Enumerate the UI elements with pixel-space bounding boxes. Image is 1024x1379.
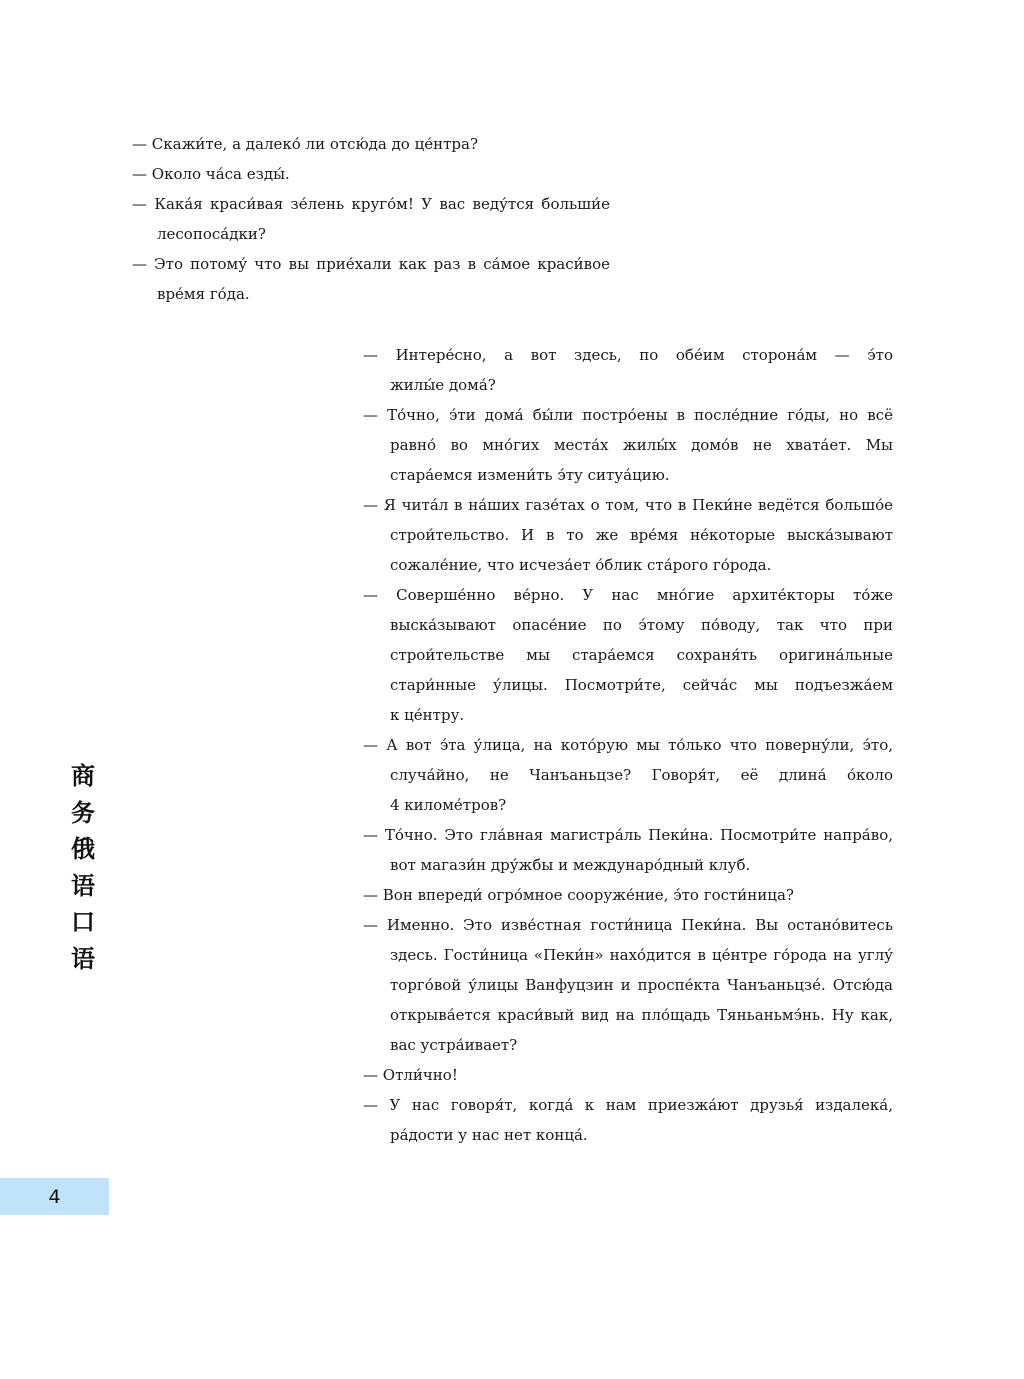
book-title-vertical <box>68 758 98 977</box>
book-title-char: 务 <box>71 798 95 827</box>
dialogue-line: выска́зывают опасе́ние по э́тому по́воду, так что при <box>390 616 893 634</box>
dialogue-line: — Около ча́са езды́. <box>132 165 290 183</box>
dialogue-line: — Именно. Это изве́стная гости́ница Пеки́на. Вы остано́витесь <box>363 916 893 934</box>
dialogue-turn <box>363 580 893 730</box>
dialogue-line: случа́йно, не Чанъаньцзе? Говоря́т, её длина́ о́коло <box>390 766 893 784</box>
dialogue-line: здесь. Гости́ница «Пеки́н» нахо́дится в це́нтре го́рода на углу́ <box>390 946 893 964</box>
dialogue-line: вот магази́н дру́жбы и междунаро́дный клуб. <box>390 856 751 874</box>
dialogue-turn <box>363 340 893 400</box>
dialogue-line: равно́ во мно́гих места́х жилы́х домо́в не хвата́ет. Мы <box>390 436 893 454</box>
dialogue-line: ра́дости у нас нет конца́. <box>390 1126 588 1144</box>
dialogue-turn <box>132 249 610 309</box>
dialogue-turn <box>132 129 610 159</box>
dialogue-line: — А вот э́та у́лица, на кото́рую мы то́лько что поверну́ли, э́то, <box>363 736 893 754</box>
dialogue-line: — Скажи́те, а далеко́ ли отсю́да до це́нтра? <box>132 135 479 153</box>
dialogue-line: открыва́ется краси́вый вид на пло́щадь Тяньаньмэ́нь. Ну как, <box>390 1006 893 1024</box>
dialogue-line: лесопоса́дки? <box>157 225 266 243</box>
dialogue-line: — Отли́чно! <box>363 1066 458 1084</box>
dialogue-turn <box>363 490 893 580</box>
dialogue-line: — Я чита́л в на́ших газе́тах о том, что в Пеки́не ведётся большо́е <box>363 496 893 514</box>
dialogue-line: — Кака́я краси́вая зе́лень круго́м! У вас веду́тся больши́е <box>132 195 610 213</box>
book-title-char: 语 <box>71 871 95 900</box>
dialogue-line: строи́тельстве мы стара́емся сохраня́ть оригина́льные <box>390 646 893 664</box>
dialogue-line: стари́нные у́лицы. Посмотри́те, сейча́с мы подъезжа́ем <box>390 676 893 694</box>
dialogue-turn <box>363 730 893 820</box>
dialogue-turn <box>363 910 893 1060</box>
dialogue-line: к це́нтру. <box>390 706 465 724</box>
dialogue-line: вре́мя го́да. <box>157 285 250 303</box>
dialogue-line: строи́тельство. И в то же вре́мя не́которые выска́зывают <box>390 526 893 544</box>
dialogue-turn <box>363 400 893 490</box>
dialogue-turn <box>132 189 610 249</box>
dialogue-line: торго́вой у́лицы Ванфуцзин и проспе́кта Чанъаньцзе́. Отсю́да <box>390 976 893 994</box>
dialogue-column-right <box>363 340 893 1150</box>
page-number: 4 <box>48 1185 61 1208</box>
dialogue-line: 4 киломе́тров? <box>390 796 507 814</box>
dialogue-line: — У нас говоря́т, когда́ к нам приезжа́ют друзья́ издалека́, <box>363 1096 893 1114</box>
dialogue-line: — То́чно. Это гла́вная магистра́ль Пеки́на. Посмотри́те напра́во, <box>363 826 893 844</box>
dialogue-turn <box>363 1090 893 1150</box>
book-title-char: 商 <box>71 762 95 790</box>
dialogue-line: стара́емся измени́ть э́ту ситуа́цию. <box>390 466 670 484</box>
dialogue-turn <box>363 1060 893 1090</box>
dialogue-turn <box>363 880 893 910</box>
dialogue-line: вас устра́ивает? <box>390 1036 518 1054</box>
dialogue-line: — То́чно, э́ти дома́ бы́ли постро́ены в после́дние го́ды, но всё <box>363 406 893 424</box>
dialogue-turn <box>363 820 893 880</box>
book-title-char: 俄 <box>71 835 95 863</box>
dialogue-column-left <box>132 129 610 309</box>
book-title-char: 口 <box>71 908 95 936</box>
dialogue-line: сожале́ние, что исчеза́ет о́блик ста́рого го́рода. <box>390 556 772 574</box>
dialogue-line: — Это потому́ что вы прие́хали как раз в са́мое краси́вое <box>132 255 610 273</box>
dialogue-line: жилы́е дома́? <box>390 376 496 394</box>
dialogue-line: — Вон впереди́ огро́мное сооруже́ние, э́то гости́ница? <box>363 886 794 904</box>
dialogue-line: — Соверше́нно ве́рно. У нас мно́гие архите́кторы то́же <box>363 586 893 604</box>
book-title-char: 语 <box>71 944 95 973</box>
page-number-tab <box>0 1178 109 1215</box>
dialogue-turn <box>132 159 610 189</box>
dialogue-line: — Интере́сно, а вот здесь, по обе́им сторона́м — э́то <box>363 346 893 364</box>
